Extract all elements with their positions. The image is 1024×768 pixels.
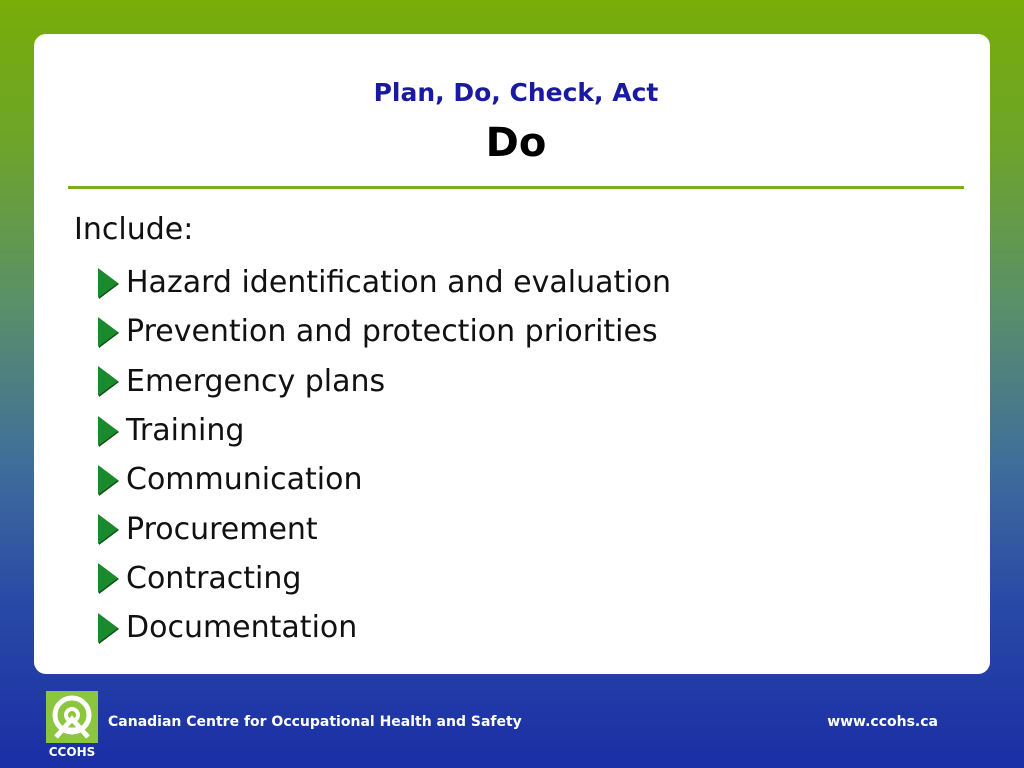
triangle-bullet-icon [98,416,118,446]
title-divider [68,186,964,189]
bullet-item [98,357,671,406]
triangle-bullet-icon [98,563,118,593]
bullet-text: Prevention and protection priorities [126,314,658,350]
bullet-item [98,504,671,553]
bullet-item [98,554,671,603]
triangle-bullet-icon [98,465,118,495]
triangle-bullet-icon [98,268,118,298]
intro-text: Include: [74,212,194,247]
slide-title: Do [485,120,547,166]
ccohs-emblem-icon [44,689,100,745]
bullet-list [98,258,671,652]
bullet-item [98,603,671,652]
triangle-bullet-icon [98,613,118,643]
bullet-item [98,455,671,504]
bullet-item [98,406,671,455]
triangle-bullet-icon [98,366,118,396]
triangle-bullet-icon [98,514,118,544]
bullet-text: Emergency plans [126,363,386,399]
footer-url[interactable]: www.ccohs.ca [827,714,938,730]
ccohs-logo [44,689,100,761]
logo-wordmark: CCOHS [48,745,96,759]
bullet-item [98,307,671,356]
triangle-bullet-icon [98,317,118,347]
footer-organization: Canadian Centre for Occupational Health and Safety [108,714,522,730]
slide-subtitle: Plan, Do, Check, Act [373,78,659,107]
bullet-text: Training [126,413,245,449]
bullet-text: Documentation [126,610,358,646]
bullet-text: Procurement [126,511,318,547]
bullet-item [98,258,671,307]
bullet-text: Communication [126,462,363,498]
bullet-text: Contracting [126,560,302,596]
bullet-text: Hazard identification and evaluation [126,265,671,301]
